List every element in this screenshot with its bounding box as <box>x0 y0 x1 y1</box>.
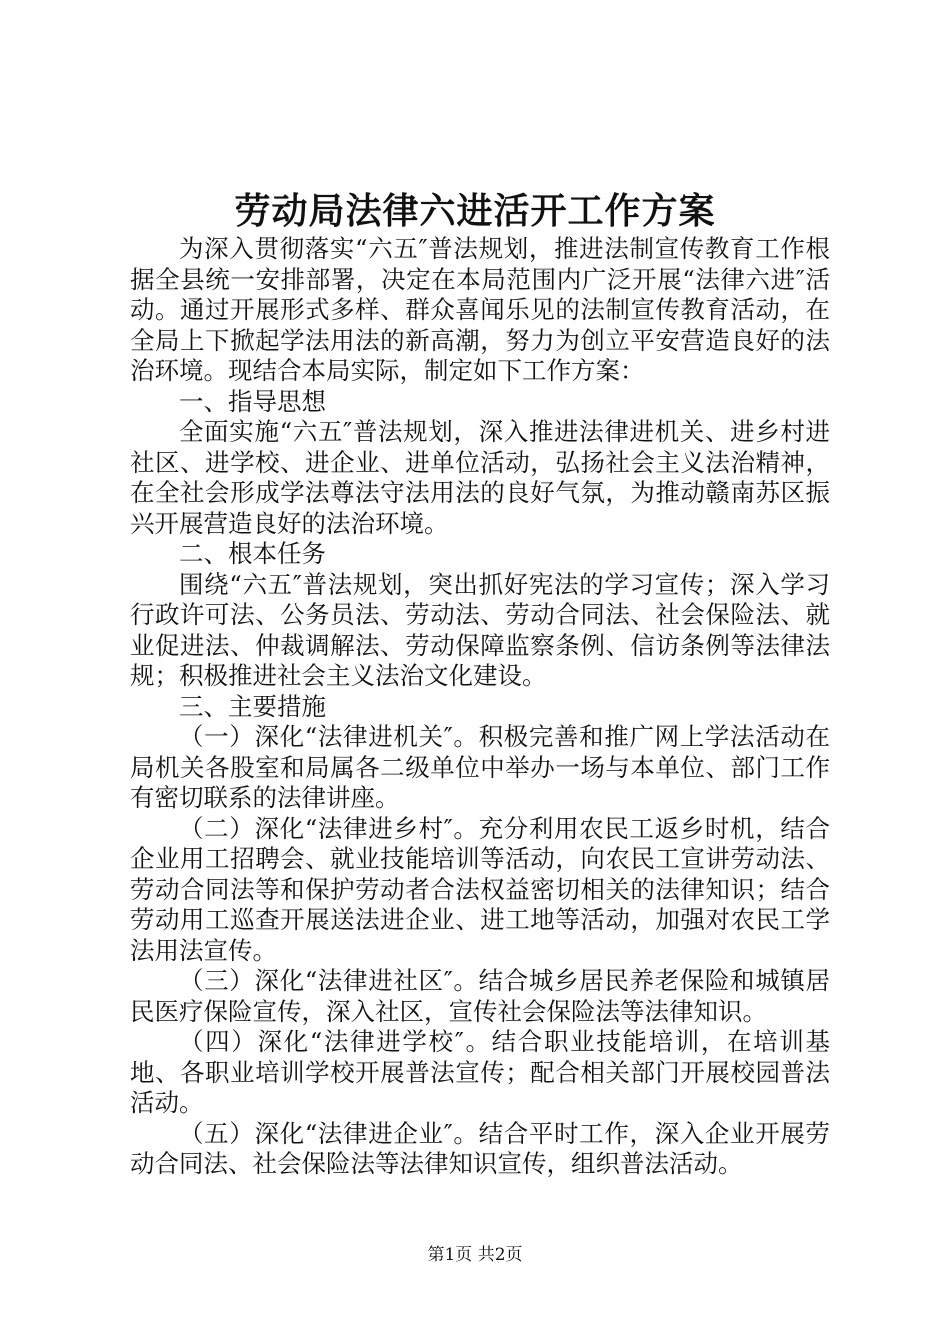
section-heading-basic-task: 二、根本任务 <box>179 539 326 568</box>
paragraph-intro: 为深入贯彻落实“六五″普法规划，推进法制宣传教育工作根据全县统一安排部署，决定在本局范围内广泛开展“法律六进″活动。通过开展形式多样、群众喜闻乐见的法制宣传教育活动，在全局上下掀起学法用法的新高潮，努力为创立平安营造良好的法治环境。现结合本局实际，制定如下工作方案： <box>130 234 830 385</box>
section-heading-guiding-thought: 一、指导思想 <box>179 386 326 416</box>
document-title: 劳动局法律六进活开工作方案 <box>234 190 716 232</box>
paragraph-guiding-thought: 全面实施“六五″普法规划，深入推进法律进机关、进乡村进社区、进学校、进企业、进单位活动，弘扬社会主义法治精神，在全社会形成学法尊法守法用法的良好气氛，为推动赣南苏区振兴开展营造良好的法治环境。 <box>130 417 830 538</box>
document-body <box>130 234 830 1180</box>
paragraph-measure-4: （四）深化“法律进学校″。结合职业技能培训，在培训基地、各职业培训学校开展普法宣传；配合相关部门开展校园普法活动。 <box>130 1027 830 1117</box>
page-number-footer: 第1页 共2页 <box>427 1245 523 1265</box>
paragraph-basic-task: 围绕“六五″普法规划，突出抓好宪法的学习宣传；深入学习行政许可法、公务员法、劳动法、劳动合同法、社会保险法、就业促进法、仲裁调解法、劳动保障监察条例、信访条例等法律法规；积极推进社会主义法治文化建设。 <box>130 569 830 690</box>
paragraph-measure-2: （二）深化“法律进乡村″。充分利用农民工返乡时机，结合企业用工招聘会、就业技能培训等活动，向农民工宣讲劳动法、劳动合同法等和保护劳动者合法权益密切相关的法律知识；结合劳动用工巡查开展送法进企业、进工地等活动，加强对农民工学法用法宣传。 <box>130 813 830 965</box>
section-heading-main-measures: 三、主要措施 <box>179 691 326 721</box>
paragraph-measure-5: （五）深化“法律进企业″。结合平时工作，深入企业开展劳动合同法、社会保险法等法律知识宣传，组织普法活动。 <box>130 1118 830 1178</box>
paragraph-measure-3: （三）深化“法律进社区″。结合城乡居民养老保险和城镇居民医疗保险宣传，深入社区，宣传社会保险法等法律知识。 <box>130 966 830 1026</box>
paragraph-measure-1: （一）深化“法律进机关″。积极完善和推广网上学法活动在局机关各股室和局属各二级单位中举办一场与本单位、部门工作有密切联系的法律讲座。 <box>130 722 830 812</box>
